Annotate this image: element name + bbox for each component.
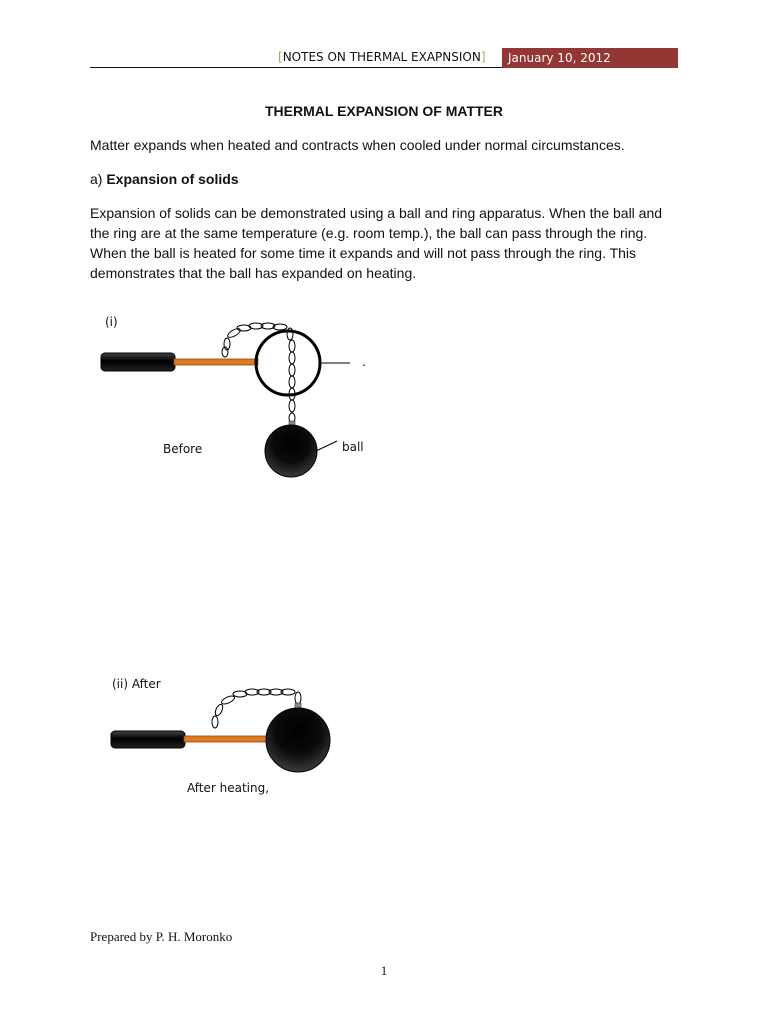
section-heading-text: Expansion of solids [106, 171, 239, 187]
ring-label: . [362, 355, 366, 369]
header-bracket-close: ] [480, 50, 486, 64]
section-prefix: a) [90, 171, 107, 187]
ball-after [266, 708, 330, 772]
handle-1 [101, 353, 175, 371]
header-date: January 10, 2012 [502, 48, 678, 68]
intro-paragraph: Matter expands when heated and contracts when cooled under normal circumstances. [90, 137, 625, 153]
figure-2-label: (ii) After [112, 677, 161, 691]
footer-prepared-by: Prepared by P. H. Moronko [90, 929, 233, 944]
label-ball: ball [342, 440, 364, 454]
rod-2 [184, 736, 268, 742]
page-number: 1 [380, 963, 388, 978]
rod-1 [174, 359, 258, 365]
figure-after [111, 677, 330, 795]
ball-before [265, 425, 317, 477]
figure-before [101, 315, 366, 477]
ball-pointer-line [316, 441, 337, 451]
header-title-text: NOTES ON THERMAL EXAPNSION [282, 50, 481, 64]
body-paragraph: Expansion of solids can be demonstrated using a ball and ring apparatus. When the ball and the ring are at the same temperature (e.g. room temp.), the ball can pass through the ring. When the ball is heated for some time it expands and will not pass through the ring. This demonstrates that the ball has expanded on heating. [90, 205, 663, 281]
handle-2 [111, 731, 185, 748]
label-before: Before [163, 442, 203, 456]
header-bracket-open: [ [278, 50, 283, 64]
ring [256, 331, 320, 395]
document-title: THERMAL EXPANSION OF MATTER [265, 103, 503, 119]
caption-after: After heating, [187, 781, 270, 795]
figure-1-label: (i) [105, 315, 118, 329]
